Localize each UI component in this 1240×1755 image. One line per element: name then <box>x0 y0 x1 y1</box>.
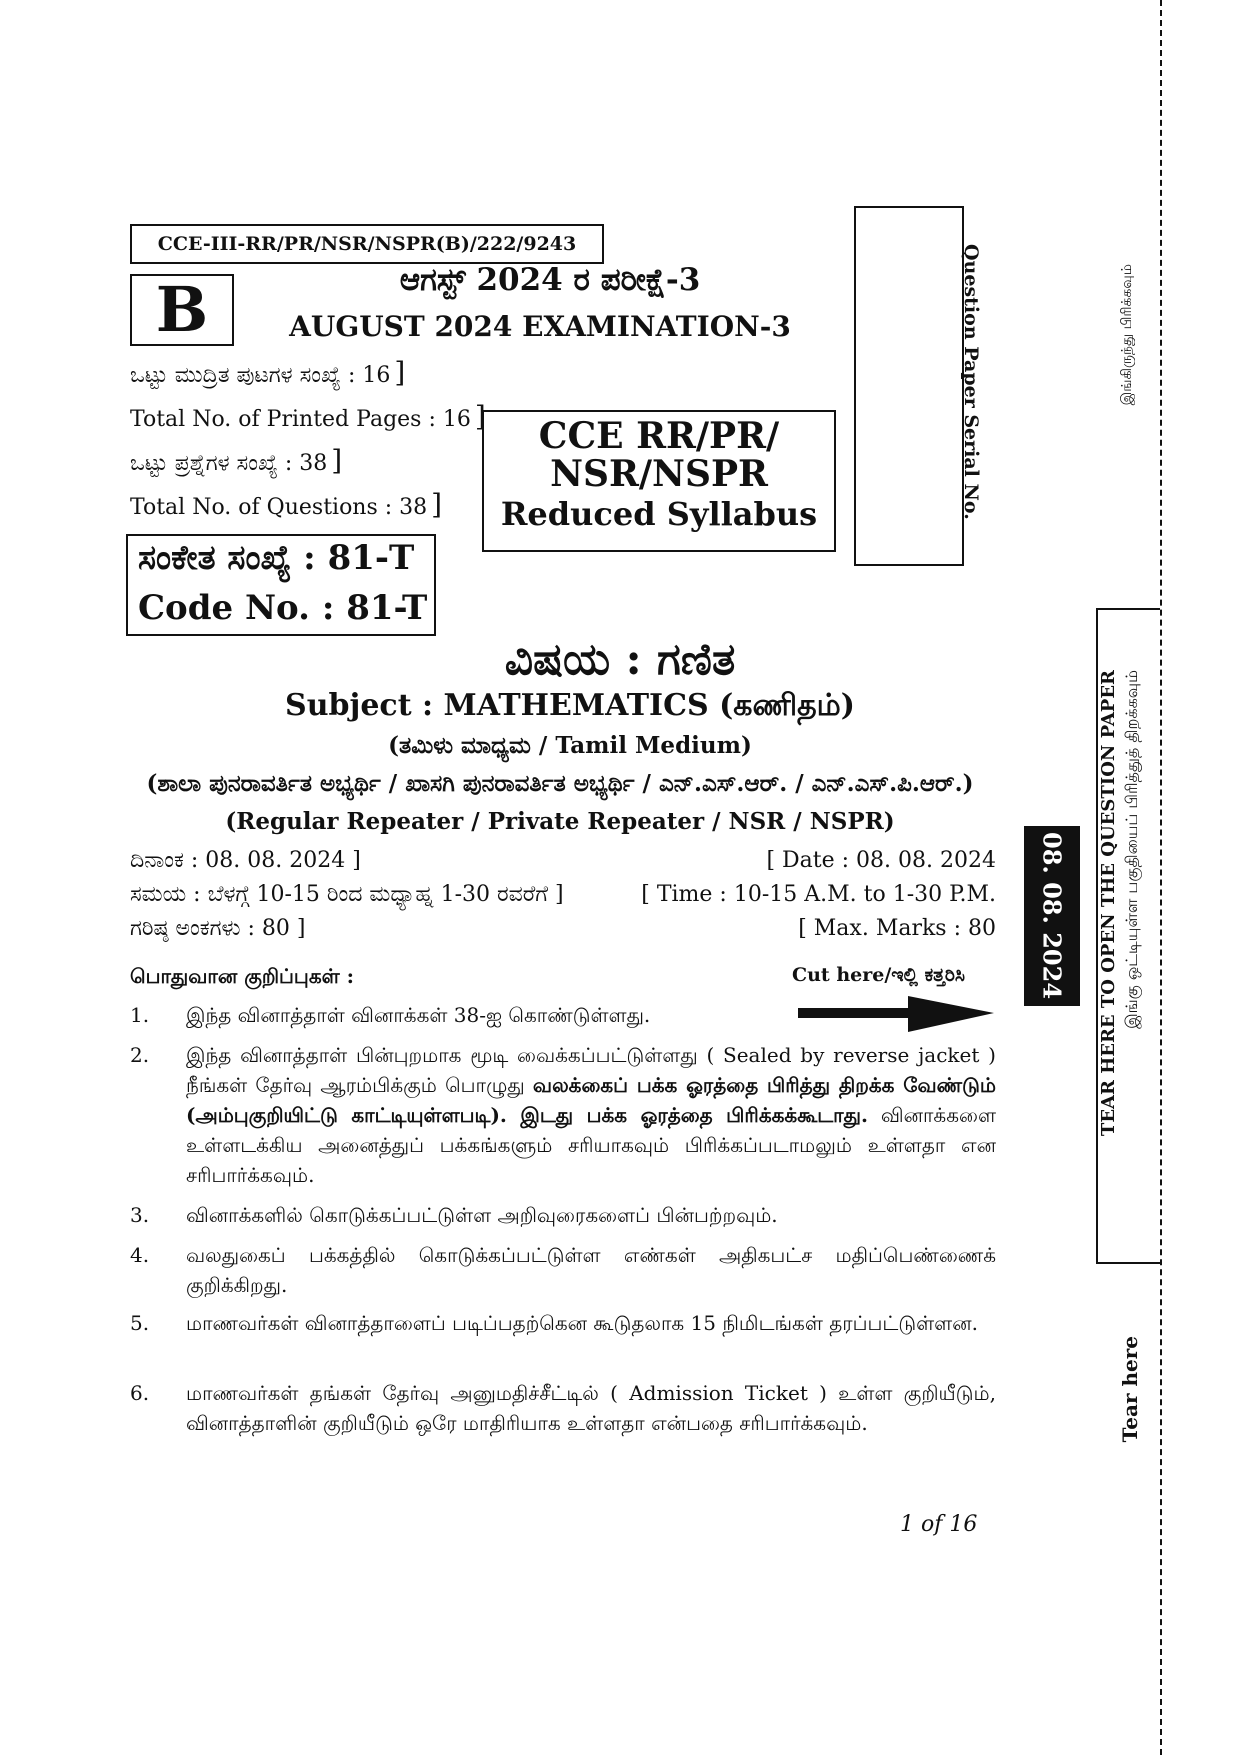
syllabus-line-2: NSR/NSPR <box>550 452 768 495</box>
candidate-type-english: (Regular Repeater / Private Repeater / NSR / NSPR) <box>225 808 895 835</box>
exam-title-kannada: ಆಗಸ್ಟ್ 2024 ರ ಪರೀಕ್ಷೆ-3 <box>399 262 701 298</box>
subject-english: Subject : MATHEMATICS (கணிதம்) <box>285 688 855 723</box>
printed-pages-kannada: ಒಟ್ಟು ಮುದ್ರಿತ ಪುಟಗಳ ಸಂಖ್ಯೆ : 16 ] <box>130 356 406 389</box>
tear-here-label: Tear here <box>1118 1336 1142 1443</box>
instruction-item: 4. வலதுகைப் பக்கத்தில் கொடுக்கப்பட்டுள்ள எண்கள் அதிகபட்ச மதிப்பெண்ணைக் குறிக்கிறது. <box>130 1243 996 1297</box>
marks-english: [ Max. Marks : 80 <box>798 916 996 941</box>
instructions-heading: பொதுவான குறிப்புகள் : <box>130 964 355 988</box>
set-letter-badge: B <box>130 274 234 346</box>
tear-instruction-english: TEAR HERE TO OPEN THE QUESTION PAPER <box>1098 670 1119 1137</box>
instruction-item: 3. வினாக்களில் கொடுக்கப்பட்டுள்ள அறிவுரைகளைப் பின்பற்றவும். <box>130 1203 778 1227</box>
questions-count-english: Total No. of Questions : 38 ] <box>130 488 443 521</box>
time-kannada: ಸಮಯ : ಬೆಳಗ್ಗೆ 10-15 ರಿಂದ ಮಧ್ಯಾಹ್ನ 1-30 ರವರೆಗೆ ] <box>130 882 564 907</box>
date-english: [ Date : 08. 08. 2024 <box>766 848 996 873</box>
serial-number-box <box>854 206 964 566</box>
instruction-item: 2. இந்த வினாத்தாள் பின்புறமாக மூடி வைக்கப்பட்டுள்ளது ( Sealed by reverse jacket ) நீங்கள் தேர்வு ஆரம்பிக்கும் பொழுது வலக்கைப் பக்க ஓரத்தை பிரித்து திறக்க வேண்டும் (அம்புகுறியிட்டு காட்டியுள்ளபடி). இடது பக்க ஓரத்தை பிரிக்கக்கூடாது. வினாக்களை உள்ளடக்கிய அனைத்துப் பக்கங்களும் சரியாகவும் பிரிக்கப்படாமலும் உள்ளதா என சரிபார்க்கவும். <box>130 1043 996 1187</box>
marks-row <box>130 916 996 941</box>
time-row <box>130 882 996 907</box>
marks-kannada: ಗರಿಷ್ಠ ಅಂಕಗಳು : 80 ] <box>130 916 306 941</box>
cut-here-label: Cut here/ಇಲ್ಲಿ ಕತ್ತರಿಸಿ <box>792 964 965 986</box>
instruction-item: 6. மாணவர்கள் தங்கள் தேர்வு அனுமதிச்சீட்டில் ( Admission Ticket ) உள்ள குறியீடும், வினாத்தாளின் குறியீடும் ஒரே மாதிரியாக உள்ளதா என்பதை சரிபார்க்கவும். <box>130 1381 996 1435</box>
syllabus-line-1: CCE RR/PR/ <box>538 415 780 457</box>
tear-line[interactable] <box>1160 0 1162 1755</box>
printed-pages-english: Total No. of Printed Pages : 16 ] <box>130 400 486 433</box>
date-kannada: ದಿನಾಂಕ : 08. 08. 2024 ] <box>130 848 361 873</box>
serial-number-label: Question Paper Serial No. <box>960 244 982 520</box>
syllabus-box <box>482 410 836 552</box>
code-number-english: Code No. : 81-T <box>138 588 428 628</box>
instruction-item: 1. இந்த வினாத்தாள் வினாக்கள் 38-ஐ கொண்டுள்ளது. <box>130 1003 651 1027</box>
page-number: 1 of 16 <box>900 1512 978 1537</box>
time-english: [ Time : 10-15 A.M. to 1-30 P.M. <box>641 882 996 907</box>
date-row <box>130 848 996 873</box>
tear-label-tamil-small: இங்கிருந்து பிரிக்கவும் <box>1119 264 1135 406</box>
code-number-kannada: ಸಂಕೇತ ಸಂಖ್ಯೆ : 81-T <box>138 538 415 578</box>
date-badge: 08. 08. 2024 <box>1024 826 1080 1006</box>
questions-count-kannada: ಒಟ್ಟು ಪ್ರಶ್ನೆಗಳ ಸಂಖ್ಯೆ : 38 ] <box>130 444 343 477</box>
medium: (ತಮಿಳು ಮಾಧ್ಯಮ / Tamil Medium) <box>388 732 752 759</box>
subject-kannada: ವಿಷಯ : ಗಣಿತ <box>504 634 736 685</box>
code-number-box <box>126 534 436 636</box>
syllabus-line-3: Reduced Syllabus <box>500 494 818 533</box>
candidate-type-kannada: (ಶಾಲಾ ಪುನರಾವರ್ತಿತ ಅಭ್ಯರ್ಥಿ / ಖಾಸಗಿ ಪುನರಾವರ್ತಿತ ಅಭ್ಯರ್ಥಿ / ಎನ್.ಎಸ್.ಆರ್. / ಎನ್.ಎಸ್.ಪಿ.ಆರ್.) <box>146 770 974 797</box>
exam-title-english: AUGUST 2024 EXAMINATION-3 <box>289 310 791 343</box>
tear-instruction-tamil: இங்கு ஒட்டியுள்ள பகுதியைப் பிரித்துத் திறக்கவும் <box>1122 670 1141 1029</box>
instruction-item: 5. மாணவர்கள் வினாத்தாளைப் படிப்பதற்கென கூடுதலாக 15 நிமிடங்கள் தரப்பட்டுள்ளன. <box>130 1311 978 1335</box>
paper-code: CCE-III-RR/PR/NSR/NSPR(B)/222/9243 <box>130 224 604 264</box>
